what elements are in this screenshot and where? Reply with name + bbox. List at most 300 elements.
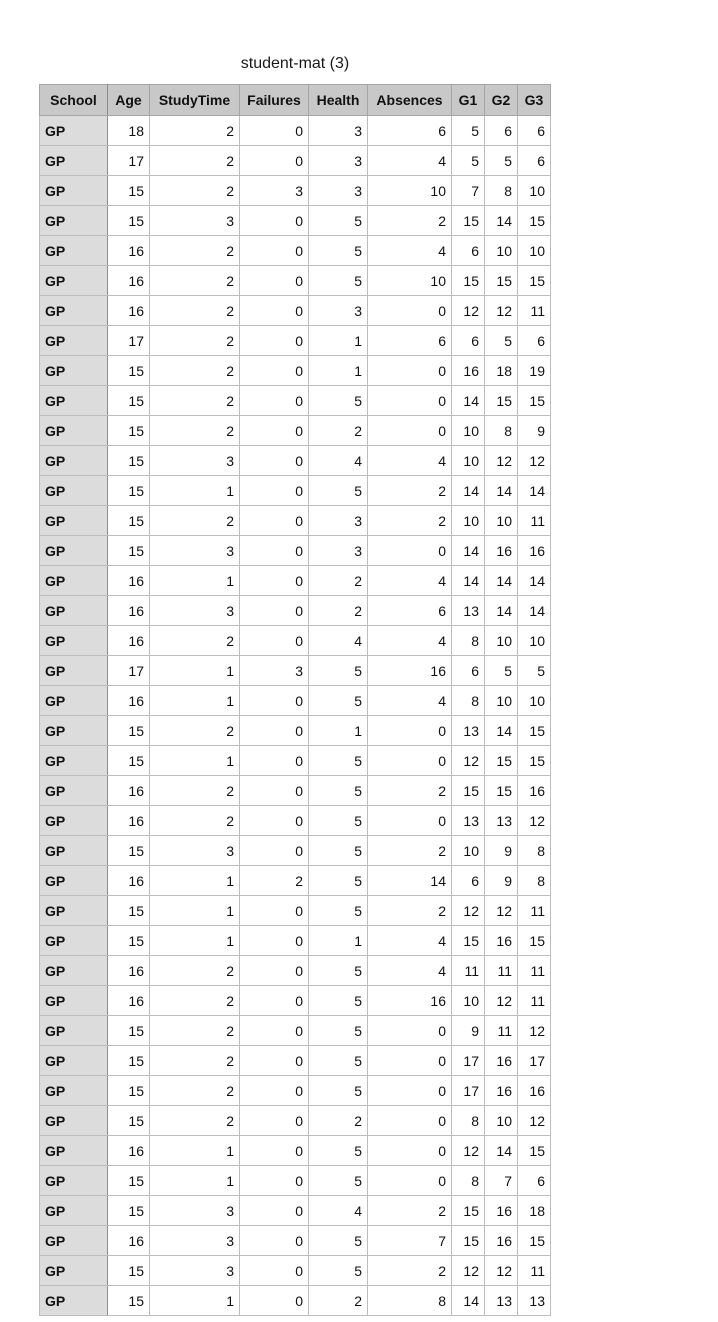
cell-school[interactable]: GP [40, 986, 108, 1016]
cell-g3[interactable]: 15 [518, 206, 551, 236]
cell-g3[interactable]: 12 [518, 1016, 551, 1046]
cell-health[interactable]: 1 [309, 326, 368, 356]
cell-absences[interactable]: 10 [368, 176, 452, 206]
cell-g1[interactable]: 9 [452, 1016, 485, 1046]
cell-health[interactable]: 5 [309, 866, 368, 896]
cell-g3[interactable]: 6 [518, 116, 551, 146]
cell-absences[interactable]: 2 [368, 476, 452, 506]
cell-studytime[interactable]: 2 [150, 176, 240, 206]
cell-failures[interactable]: 0 [240, 296, 309, 326]
cell-studytime[interactable]: 1 [150, 1136, 240, 1166]
cell-studytime[interactable]: 1 [150, 686, 240, 716]
cell-age[interactable]: 16 [108, 1226, 150, 1256]
cell-g3[interactable]: 14 [518, 566, 551, 596]
cell-g2[interactable]: 15 [485, 776, 518, 806]
cell-age[interactable]: 15 [108, 476, 150, 506]
cell-g1[interactable]: 8 [452, 686, 485, 716]
cell-absences[interactable]: 4 [368, 926, 452, 956]
cell-age[interactable]: 15 [108, 746, 150, 776]
cell-g1[interactable]: 12 [452, 1256, 485, 1286]
cell-failures[interactable]: 3 [240, 176, 309, 206]
cell-failures[interactable]: 0 [240, 956, 309, 986]
cell-g3[interactable]: 12 [518, 1106, 551, 1136]
cell-failures[interactable]: 2 [240, 866, 309, 896]
cell-studytime[interactable]: 2 [150, 236, 240, 266]
cell-absences[interactable]: 6 [368, 326, 452, 356]
cell-g2[interactable]: 11 [485, 1016, 518, 1046]
cell-g3[interactable]: 8 [518, 836, 551, 866]
cell-g1[interactable]: 12 [452, 896, 485, 926]
cell-absences[interactable]: 0 [368, 416, 452, 446]
cell-health[interactable]: 5 [309, 1256, 368, 1286]
cell-health[interactable]: 5 [309, 836, 368, 866]
cell-failures[interactable]: 0 [240, 566, 309, 596]
cell-health[interactable]: 2 [309, 416, 368, 446]
cell-school[interactable]: GP [40, 116, 108, 146]
cell-g3[interactable]: 18 [518, 1196, 551, 1226]
cell-school[interactable]: GP [40, 1286, 108, 1316]
cell-school[interactable]: GP [40, 206, 108, 236]
cell-health[interactable]: 5 [309, 806, 368, 836]
cell-health[interactable]: 5 [309, 686, 368, 716]
cell-studytime[interactable]: 2 [150, 146, 240, 176]
cell-health[interactable]: 5 [309, 656, 368, 686]
cell-studytime[interactable]: 3 [150, 206, 240, 236]
cell-failures[interactable]: 0 [240, 1016, 309, 1046]
cell-g2[interactable]: 12 [485, 986, 518, 1016]
cell-studytime[interactable]: 2 [150, 356, 240, 386]
cell-failures[interactable]: 0 [240, 836, 309, 866]
cell-age[interactable]: 16 [108, 776, 150, 806]
cell-studytime[interactable]: 2 [150, 716, 240, 746]
cell-school[interactable]: GP [40, 326, 108, 356]
cell-age[interactable]: 15 [108, 416, 150, 446]
cell-health[interactable]: 5 [309, 266, 368, 296]
cell-school[interactable]: GP [40, 686, 108, 716]
cell-failures[interactable]: 0 [240, 626, 309, 656]
cell-studytime[interactable]: 2 [150, 626, 240, 656]
cell-age[interactable]: 16 [108, 986, 150, 1016]
cell-absences[interactable]: 0 [368, 806, 452, 836]
cell-absences[interactable]: 0 [368, 1076, 452, 1106]
cell-health[interactable]: 5 [309, 986, 368, 1016]
cell-studytime[interactable]: 3 [150, 1196, 240, 1226]
cell-absences[interactable]: 4 [368, 626, 452, 656]
cell-absences[interactable]: 2 [368, 896, 452, 926]
cell-studytime[interactable]: 3 [150, 1226, 240, 1256]
cell-g2[interactable]: 18 [485, 356, 518, 386]
cell-health[interactable]: 1 [309, 716, 368, 746]
cell-absences[interactable]: 0 [368, 1106, 452, 1136]
cell-failures[interactable]: 0 [240, 1046, 309, 1076]
cell-school[interactable]: GP [40, 386, 108, 416]
cell-g1[interactable]: 10 [452, 986, 485, 1016]
cell-g1[interactable]: 6 [452, 656, 485, 686]
cell-school[interactable]: GP [40, 1136, 108, 1166]
cell-studytime[interactable]: 3 [150, 596, 240, 626]
cell-g2[interactable]: 9 [485, 836, 518, 866]
cell-g3[interactable]: 14 [518, 476, 551, 506]
cell-g3[interactable]: 6 [518, 146, 551, 176]
cell-school[interactable]: GP [40, 266, 108, 296]
cell-g3[interactable]: 15 [518, 1226, 551, 1256]
cell-school[interactable]: GP [40, 956, 108, 986]
cell-g1[interactable]: 8 [452, 626, 485, 656]
cell-g2[interactable]: 10 [485, 626, 518, 656]
cell-g1[interactable]: 8 [452, 1166, 485, 1196]
cell-g3[interactable]: 12 [518, 806, 551, 836]
cell-g2[interactable]: 13 [485, 1286, 518, 1316]
cell-school[interactable]: GP [40, 1106, 108, 1136]
cell-studytime[interactable]: 2 [150, 416, 240, 446]
cell-g1[interactable]: 17 [452, 1076, 485, 1106]
cell-g3[interactable]: 15 [518, 716, 551, 746]
cell-g3[interactable]: 16 [518, 776, 551, 806]
cell-absences[interactable]: 4 [368, 446, 452, 476]
cell-studytime[interactable]: 1 [150, 476, 240, 506]
cell-g3[interactable]: 15 [518, 1136, 551, 1166]
cell-failures[interactable]: 0 [240, 686, 309, 716]
cell-g3[interactable]: 9 [518, 416, 551, 446]
cell-age[interactable]: 15 [108, 1256, 150, 1286]
cell-g1[interactable]: 10 [452, 446, 485, 476]
column-header-school[interactable]: School [40, 85, 108, 116]
cell-failures[interactable]: 0 [240, 806, 309, 836]
cell-health[interactable]: 2 [309, 566, 368, 596]
column-header-health[interactable]: Health [309, 85, 368, 116]
cell-g1[interactable]: 14 [452, 536, 485, 566]
cell-age[interactable]: 15 [108, 1076, 150, 1106]
cell-absences[interactable]: 4 [368, 956, 452, 986]
cell-failures[interactable]: 3 [240, 656, 309, 686]
cell-g3[interactable]: 11 [518, 956, 551, 986]
column-header-g1[interactable]: G1 [452, 85, 485, 116]
cell-g1[interactable]: 6 [452, 326, 485, 356]
cell-health[interactable]: 4 [309, 1196, 368, 1226]
cell-absences[interactable]: 0 [368, 536, 452, 566]
cell-g2[interactable]: 6 [485, 116, 518, 146]
cell-failures[interactable]: 0 [240, 446, 309, 476]
cell-health[interactable]: 2 [309, 1286, 368, 1316]
cell-age[interactable]: 15 [108, 926, 150, 956]
cell-g2[interactable]: 14 [485, 716, 518, 746]
cell-g1[interactable]: 17 [452, 1046, 485, 1076]
cell-g1[interactable]: 10 [452, 506, 485, 536]
cell-studytime[interactable]: 1 [150, 566, 240, 596]
cell-failures[interactable]: 0 [240, 746, 309, 776]
cell-school[interactable]: GP [40, 1016, 108, 1046]
cell-studytime[interactable]: 3 [150, 536, 240, 566]
cell-g2[interactable]: 12 [485, 296, 518, 326]
cell-age[interactable]: 16 [108, 236, 150, 266]
cell-failures[interactable]: 0 [240, 1166, 309, 1196]
cell-absences[interactable]: 16 [368, 986, 452, 1016]
cell-school[interactable]: GP [40, 1166, 108, 1196]
cell-g1[interactable]: 10 [452, 836, 485, 866]
cell-g3[interactable]: 15 [518, 746, 551, 776]
cell-studytime[interactable]: 2 [150, 956, 240, 986]
cell-g3[interactable]: 14 [518, 596, 551, 626]
cell-absences[interactable]: 0 [368, 386, 452, 416]
cell-health[interactable]: 3 [309, 296, 368, 326]
cell-failures[interactable]: 0 [240, 1136, 309, 1166]
cell-g1[interactable]: 14 [452, 386, 485, 416]
cell-absences[interactable]: 0 [368, 1016, 452, 1046]
cell-absences[interactable]: 2 [368, 1196, 452, 1226]
cell-failures[interactable]: 0 [240, 536, 309, 566]
cell-studytime[interactable]: 2 [150, 1076, 240, 1106]
cell-age[interactable]: 17 [108, 146, 150, 176]
cell-health[interactable]: 4 [309, 626, 368, 656]
cell-failures[interactable]: 0 [240, 266, 309, 296]
cell-school[interactable]: GP [40, 176, 108, 206]
cell-failures[interactable]: 0 [240, 386, 309, 416]
cell-g1[interactable]: 15 [452, 926, 485, 956]
cell-g3[interactable]: 17 [518, 1046, 551, 1076]
cell-g3[interactable]: 16 [518, 1076, 551, 1106]
cell-age[interactable]: 15 [108, 446, 150, 476]
cell-absences[interactable]: 4 [368, 146, 452, 176]
cell-g2[interactable]: 14 [485, 1136, 518, 1166]
cell-age[interactable]: 15 [108, 1106, 150, 1136]
cell-school[interactable]: GP [40, 836, 108, 866]
cell-g1[interactable]: 16 [452, 356, 485, 386]
cell-age[interactable]: 17 [108, 326, 150, 356]
cell-school[interactable]: GP [40, 506, 108, 536]
cell-studytime[interactable]: 1 [150, 896, 240, 926]
cell-school[interactable]: GP [40, 536, 108, 566]
cell-g1[interactable]: 15 [452, 1226, 485, 1256]
cell-g1[interactable]: 12 [452, 1136, 485, 1166]
cell-failures[interactable]: 0 [240, 596, 309, 626]
cell-failures[interactable]: 0 [240, 1286, 309, 1316]
cell-g3[interactable]: 10 [518, 686, 551, 716]
cell-absences[interactable]: 4 [368, 566, 452, 596]
cell-age[interactable]: 15 [108, 896, 150, 926]
cell-studytime[interactable]: 3 [150, 836, 240, 866]
cell-g3[interactable]: 10 [518, 626, 551, 656]
cell-g3[interactable]: 6 [518, 326, 551, 356]
cell-g1[interactable]: 14 [452, 566, 485, 596]
cell-health[interactable]: 5 [309, 1166, 368, 1196]
cell-school[interactable]: GP [40, 1046, 108, 1076]
cell-health[interactable]: 3 [309, 116, 368, 146]
cell-studytime[interactable]: 2 [150, 1046, 240, 1076]
cell-health[interactable]: 5 [309, 746, 368, 776]
cell-failures[interactable]: 0 [240, 1256, 309, 1286]
cell-g1[interactable]: 15 [452, 266, 485, 296]
cell-age[interactable]: 15 [108, 176, 150, 206]
cell-studytime[interactable]: 2 [150, 806, 240, 836]
cell-g2[interactable]: 12 [485, 1256, 518, 1286]
cell-g2[interactable]: 8 [485, 416, 518, 446]
cell-health[interactable]: 2 [309, 596, 368, 626]
cell-health[interactable]: 1 [309, 356, 368, 386]
cell-failures[interactable]: 0 [240, 506, 309, 536]
cell-g2[interactable]: 10 [485, 236, 518, 266]
cell-absences[interactable]: 2 [368, 776, 452, 806]
cell-age[interactable]: 15 [108, 716, 150, 746]
cell-studytime[interactable]: 3 [150, 1256, 240, 1286]
cell-g2[interactable]: 12 [485, 446, 518, 476]
cell-g2[interactable]: 14 [485, 596, 518, 626]
cell-health[interactable]: 5 [309, 956, 368, 986]
cell-studytime[interactable]: 2 [150, 266, 240, 296]
cell-school[interactable]: GP [40, 236, 108, 266]
cell-g3[interactable]: 15 [518, 386, 551, 416]
cell-g1[interactable]: 5 [452, 116, 485, 146]
cell-school[interactable]: GP [40, 1256, 108, 1286]
cell-g3[interactable]: 6 [518, 1166, 551, 1196]
cell-health[interactable]: 1 [309, 926, 368, 956]
cell-g3[interactable]: 15 [518, 266, 551, 296]
cell-age[interactable]: 15 [108, 1166, 150, 1196]
column-header-age[interactable]: Age [108, 85, 150, 116]
cell-g1[interactable]: 15 [452, 776, 485, 806]
cell-g3[interactable]: 15 [518, 926, 551, 956]
cell-g3[interactable]: 16 [518, 536, 551, 566]
cell-age[interactable]: 16 [108, 806, 150, 836]
cell-g3[interactable]: 8 [518, 866, 551, 896]
cell-age[interactable]: 15 [108, 1286, 150, 1316]
cell-school[interactable]: GP [40, 866, 108, 896]
cell-health[interactable]: 5 [309, 1046, 368, 1076]
cell-absences[interactable]: 6 [368, 116, 452, 146]
cell-g2[interactable]: 8 [485, 176, 518, 206]
cell-g2[interactable]: 16 [485, 1046, 518, 1076]
cell-studytime[interactable]: 2 [150, 296, 240, 326]
cell-failures[interactable]: 0 [240, 416, 309, 446]
cell-age[interactable]: 15 [108, 836, 150, 866]
cell-absences[interactable]: 2 [368, 506, 452, 536]
cell-g2[interactable]: 9 [485, 866, 518, 896]
cell-age[interactable]: 16 [108, 956, 150, 986]
cell-school[interactable]: GP [40, 356, 108, 386]
cell-studytime[interactable]: 1 [150, 656, 240, 686]
cell-absences[interactable]: 0 [368, 1046, 452, 1076]
cell-absences[interactable]: 2 [368, 1256, 452, 1286]
cell-g1[interactable]: 6 [452, 866, 485, 896]
cell-school[interactable]: GP [40, 446, 108, 476]
cell-g3[interactable]: 5 [518, 656, 551, 686]
cell-age[interactable]: 15 [108, 506, 150, 536]
cell-health[interactable]: 4 [309, 446, 368, 476]
cell-age[interactable]: 16 [108, 686, 150, 716]
cell-age[interactable]: 15 [108, 1046, 150, 1076]
cell-failures[interactable]: 0 [240, 926, 309, 956]
cell-g1[interactable]: 13 [452, 596, 485, 626]
cell-school[interactable]: GP [40, 746, 108, 776]
cell-g2[interactable]: 7 [485, 1166, 518, 1196]
cell-g1[interactable]: 14 [452, 1286, 485, 1316]
cell-g1[interactable]: 15 [452, 1196, 485, 1226]
cell-health[interactable]: 5 [309, 386, 368, 416]
cell-school[interactable]: GP [40, 596, 108, 626]
cell-age[interactable]: 15 [108, 1016, 150, 1046]
cell-age[interactable]: 15 [108, 356, 150, 386]
cell-failures[interactable]: 0 [240, 1196, 309, 1226]
cell-g1[interactable]: 7 [452, 176, 485, 206]
cell-school[interactable]: GP [40, 776, 108, 806]
cell-studytime[interactable]: 1 [150, 1166, 240, 1196]
cell-g1[interactable]: 14 [452, 476, 485, 506]
cell-health[interactable]: 2 [309, 1106, 368, 1136]
cell-g2[interactable]: 10 [485, 506, 518, 536]
cell-school[interactable]: GP [40, 656, 108, 686]
cell-absences[interactable]: 0 [368, 1166, 452, 1196]
cell-g3[interactable]: 11 [518, 1256, 551, 1286]
cell-g3[interactable]: 12 [518, 446, 551, 476]
cell-absences[interactable]: 6 [368, 596, 452, 626]
cell-g1[interactable]: 12 [452, 296, 485, 326]
cell-age[interactable]: 15 [108, 206, 150, 236]
cell-school[interactable]: GP [40, 476, 108, 506]
cell-studytime[interactable]: 2 [150, 986, 240, 1016]
cell-g2[interactable]: 5 [485, 326, 518, 356]
cell-absences[interactable]: 0 [368, 746, 452, 776]
cell-health[interactable]: 3 [309, 146, 368, 176]
cell-school[interactable]: GP [40, 926, 108, 956]
cell-health[interactable]: 5 [309, 476, 368, 506]
cell-g2[interactable]: 14 [485, 206, 518, 236]
cell-health[interactable]: 5 [309, 1076, 368, 1106]
cell-studytime[interactable]: 1 [150, 866, 240, 896]
cell-health[interactable]: 5 [309, 206, 368, 236]
cell-g2[interactable]: 10 [485, 1106, 518, 1136]
cell-absences[interactable]: 8 [368, 1286, 452, 1316]
cell-g2[interactable]: 15 [485, 746, 518, 776]
column-header-g3[interactable]: G3 [518, 85, 551, 116]
cell-failures[interactable]: 0 [240, 356, 309, 386]
cell-failures[interactable]: 0 [240, 776, 309, 806]
cell-failures[interactable]: 0 [240, 116, 309, 146]
cell-g1[interactable]: 11 [452, 956, 485, 986]
cell-g2[interactable]: 10 [485, 686, 518, 716]
cell-school[interactable]: GP [40, 566, 108, 596]
cell-health[interactable]: 5 [309, 1226, 368, 1256]
cell-failures[interactable]: 0 [240, 326, 309, 356]
cell-absences[interactable]: 14 [368, 866, 452, 896]
cell-school[interactable]: GP [40, 416, 108, 446]
cell-g3[interactable]: 11 [518, 896, 551, 926]
cell-absences[interactable]: 0 [368, 716, 452, 746]
cell-g2[interactable]: 15 [485, 386, 518, 416]
column-header-absences[interactable]: Absences [368, 85, 452, 116]
cell-failures[interactable]: 0 [240, 1226, 309, 1256]
cell-absences[interactable]: 2 [368, 836, 452, 866]
cell-studytime[interactable]: 1 [150, 926, 240, 956]
cell-failures[interactable]: 0 [240, 146, 309, 176]
cell-school[interactable]: GP [40, 1196, 108, 1226]
cell-school[interactable]: GP [40, 626, 108, 656]
cell-g2[interactable]: 11 [485, 956, 518, 986]
column-header-g2[interactable]: G2 [485, 85, 518, 116]
cell-g2[interactable]: 14 [485, 476, 518, 506]
cell-g3[interactable]: 11 [518, 986, 551, 1016]
cell-g2[interactable]: 16 [485, 926, 518, 956]
cell-g3[interactable]: 11 [518, 296, 551, 326]
cell-absences[interactable]: 0 [368, 356, 452, 386]
cell-studytime[interactable]: 2 [150, 116, 240, 146]
cell-failures[interactable]: 0 [240, 236, 309, 266]
column-header-failures[interactable]: Failures [240, 85, 309, 116]
cell-health[interactable]: 5 [309, 236, 368, 266]
cell-age[interactable]: 16 [108, 596, 150, 626]
cell-g3[interactable]: 10 [518, 236, 551, 266]
cell-g2[interactable]: 14 [485, 566, 518, 596]
cell-g2[interactable]: 16 [485, 1226, 518, 1256]
cell-school[interactable]: GP [40, 1226, 108, 1256]
